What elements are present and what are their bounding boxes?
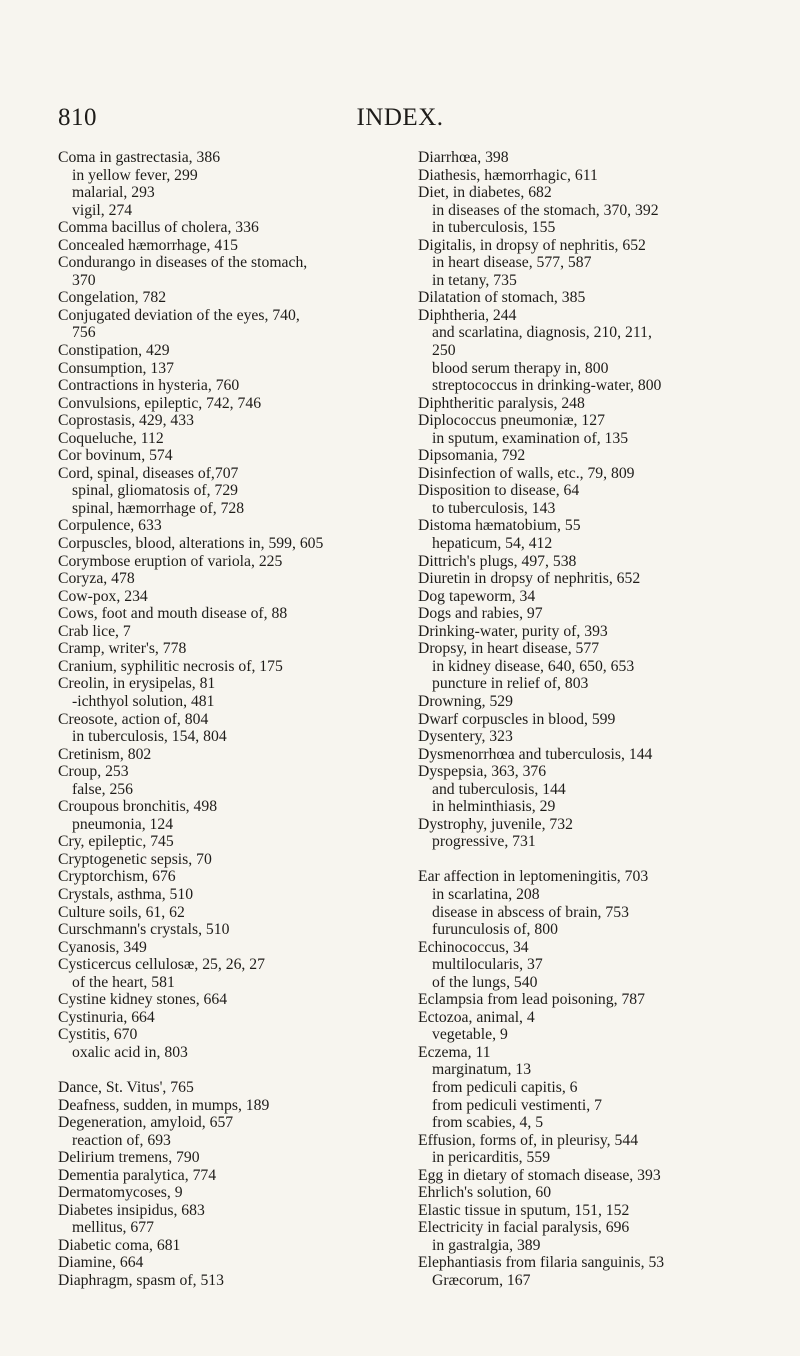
index-subentry: of the lungs, 540 [432, 973, 538, 991]
index-entry: Elephantiasis from filaria sanguinis, 53 [418, 1254, 665, 1272]
index-column-left [58, 149, 413, 1290]
index-entry: Cryptorchism, 676 [58, 868, 176, 886]
index-subentry: in tuberculosis, 155 [432, 219, 556, 237]
index-entry: Croup, 253 [58, 763, 129, 781]
index-subentry: in tuberculosis, 154, 804 [72, 728, 227, 746]
index-entry: Cretinism, 802 [58, 745, 152, 763]
index-subentry: vegetable, 9 [432, 1026, 508, 1044]
index-subentry: in pericarditis, 559 [432, 1149, 551, 1167]
index-entry: Diabetic coma, 681 [58, 1236, 181, 1254]
index-entry: Congelation, 782 [58, 289, 167, 307]
index-entry: Ectozoa, animal, 4 [418, 1008, 535, 1026]
index-entry: Crab lice, 7 [58, 622, 131, 640]
index-entry: Convulsions, epileptic, 742, 746 [58, 394, 262, 412]
index-entry: Diet, in diabetes, 682 [418, 184, 552, 202]
index-entry: Consumption, 137 [58, 359, 174, 377]
index-entry: Dilatation of stomach, 385 [418, 289, 586, 307]
section-gap [418, 851, 773, 869]
index-entry: Cystine kidney stones, 664 [58, 991, 228, 1009]
index-entry: Dipsomania, 792 [418, 447, 526, 465]
index-entry: Corpulence, 633 [58, 517, 162, 535]
index-entry: Diamine, 664 [58, 1254, 144, 1272]
index-entry: Conjugated deviation of the eyes, 740, [58, 306, 300, 324]
index-entry: Creosote, action of, 804 [58, 710, 209, 728]
index-entry: Ear affection in leptomeningitis, 703 [418, 868, 649, 886]
index-entry: Deafness, sudden, in mumps, 189 [58, 1096, 270, 1114]
index-subentry: from pediculi vestimenti, 7 [432, 1096, 602, 1114]
index-entry: Dystrophy, juvenile, 732 [418, 815, 573, 833]
index-entry: Cryptogenetic sepsis, 70 [58, 850, 212, 868]
index-subentry: spinal, gliomatosis of, 729 [72, 482, 239, 500]
index-subentry: false, 256 [72, 780, 133, 798]
index-subentry: vigil, 274 [72, 201, 133, 219]
index-continuation: 370 [72, 271, 96, 289]
section-gap [58, 1061, 413, 1079]
index-subentry: in tetany, 735 [432, 271, 517, 289]
index-entry: Concealed hæmorrhage, 415 [58, 236, 238, 254]
index-entry: Cyanosis, 349 [58, 938, 147, 956]
index-entry: Coryza, 478 [58, 570, 135, 588]
index-subentry: Græcorum, 167 [432, 1272, 531, 1289]
index-subentry: in kidney disease, 640, 650, 653 [432, 657, 635, 675]
index-entry: Cor bovinum, 574 [58, 447, 173, 465]
index-entry: Dance, St. Vitus', 765 [58, 1078, 194, 1096]
index-entry: Disposition to disease, 64 [418, 482, 580, 500]
index-entry: Diaphragm, spasm of, 513 [58, 1272, 224, 1289]
index-entry: Cysticercus cellulosæ, 25, 26, 27 [58, 956, 265, 974]
index-subentry: multilocularis, 37 [432, 956, 543, 974]
index-entry: Curschmann's crystals, 510 [58, 921, 230, 939]
index-entry: Coqueluche, 112 [58, 429, 164, 447]
index-subentry: in heart disease, 577, 587 [432, 254, 592, 272]
index-subentry: in diseases of the stomach, 370, 392 [432, 201, 659, 219]
index-entry: Egg in dietary of stomach disease, 393 [418, 1166, 661, 1184]
index-subentry: from scabies, 4, 5 [432, 1114, 544, 1132]
index-subentry: marginatum, 13 [432, 1061, 532, 1079]
index-entry: Effusion, forms of, in pleurisy, 544 [418, 1131, 639, 1149]
index-subentry: and tuberculosis, 144 [432, 780, 566, 798]
index-entry: Distoma hæmatobium, 55 [418, 517, 581, 535]
index-entry: Comma bacillus of cholera, 336 [58, 219, 259, 237]
index-subentry: -ichthyol solution, 481 [72, 692, 215, 710]
index-entry: Dogs and rabies, 97 [418, 605, 543, 623]
index-entry: Dermatomycoses, 9 [58, 1184, 183, 1202]
index-subentry: malarial, 293 [72, 184, 155, 202]
index-entry: Dropsy, in heart disease, 577 [418, 640, 600, 658]
index-subentry: blood serum therapy in, 800 [432, 359, 609, 377]
index-entry: Diuretin in dropsy of nephritis, 652 [418, 570, 641, 588]
index-subentry: in scarlatina, 208 [432, 885, 540, 903]
index-entry: Croupous bronchitis, 498 [58, 798, 218, 816]
index-entry: Corymbose eruption of variola, 225 [58, 552, 283, 570]
index-entry: Cry, epileptic, 745 [58, 833, 174, 851]
index-entry: Cranium, syphilitic necrosis of, 175 [58, 657, 283, 675]
index-continuation: 250 [432, 342, 456, 360]
index-entry: Dog tapeworm, 34 [418, 587, 536, 605]
page-number: 810 [58, 104, 97, 131]
index-subentry: streptococcus in drinking-water, 800 [432, 377, 662, 395]
index-continuation: 756 [72, 324, 96, 342]
page-header [0, 104, 800, 134]
index-subentry: in sputum, examination of, 135 [432, 429, 629, 447]
index-subentry: of the heart, 581 [72, 973, 175, 991]
index-subentry: pneumonia, 124 [72, 815, 174, 833]
index-entry: Contractions in hysteria, 760 [58, 377, 240, 395]
index-entry: Diabetes insipidus, 683 [58, 1201, 205, 1219]
index-entry: Electricity in facial paralysis, 696 [418, 1219, 630, 1237]
index-entry: Coma in gastrectasia, 386 [58, 149, 221, 166]
page-title: INDEX. [356, 104, 444, 131]
index-subentry: to tuberculosis, 143 [432, 499, 556, 517]
index-entry: Dysmenorrhœa and tuberculosis, 144 [418, 745, 653, 763]
index-entry: Corpuscles, blood, alterations in, 599, 605 [58, 535, 324, 553]
index-entry: Dysentery, 323 [418, 728, 513, 746]
index-entry: Delirium tremens, 790 [58, 1149, 200, 1167]
index-entry: Condurango in diseases of the stomach, [58, 254, 308, 272]
index-entry: Constipation, 429 [58, 342, 170, 360]
index-column-right [418, 149, 773, 1290]
index-subentry: in yellow fever, 299 [72, 166, 198, 184]
index-subentry: from pediculi capitis, 6 [432, 1078, 578, 1096]
index-entry: Creolin, in erysipelas, 81 [58, 675, 216, 693]
index-subentry: reaction of, 693 [72, 1131, 171, 1149]
index-subentry: and scarlatina, diagnosis, 210, 211, [432, 324, 652, 342]
index-entry: Diphtheria, 244 [418, 306, 517, 324]
index-subentry: disease in abscess of brain, 753 [432, 903, 629, 921]
index-subentry: puncture in relief of, 803 [432, 675, 589, 693]
index-entry: Elastic tissue in sputum, 151, 152 [418, 1201, 630, 1219]
index-entry: Dittrich's plugs, 497, 538 [418, 552, 577, 570]
index-entry: Echinococcus, 34 [418, 938, 529, 956]
index-entry: Diarrhœa, 398 [418, 149, 509, 166]
index-subentry: in helminthiasis, 29 [432, 798, 556, 816]
index-entry: Dwarf corpuscles in blood, 599 [418, 710, 616, 728]
index-subentry: oxalic acid in, 803 [72, 1043, 188, 1061]
index-entry: Cystinuria, 664 [58, 1008, 155, 1026]
index-entry: Diplococcus pneumoniæ, 127 [418, 412, 605, 430]
index-entry: Coprostasis, 429, 433 [58, 412, 194, 430]
index-subentry: furunculosis of, 800 [432, 921, 558, 939]
index-entry: Drowning, 529 [418, 692, 513, 710]
index-subentry: spinal, hæmorrhage of, 728 [72, 499, 245, 517]
index-entry: Cystitis, 670 [58, 1026, 138, 1044]
index-entry: Diphtheritic paralysis, 248 [418, 394, 585, 412]
index-entry: Dyspepsia, 363, 376 [418, 763, 547, 781]
index-entry: Cows, foot and mouth disease of, 88 [58, 605, 288, 623]
index-subentry: hepaticum, 54, 412 [432, 535, 553, 553]
index-entry: Eczema, 11 [418, 1043, 491, 1061]
index-entry: Cow-pox, 234 [58, 587, 148, 605]
index-entry: Disinfection of walls, etc., 79, 809 [418, 464, 635, 482]
index-entry: Culture soils, 61, 62 [58, 903, 185, 921]
index-entry: Cramp, writer's, 778 [58, 640, 187, 658]
index-entry: Crystals, asthma, 510 [58, 885, 194, 903]
index-entry: Cord, spinal, diseases of,707 [58, 464, 239, 482]
index-entry: Diathesis, hæmorrhagic, 611 [418, 166, 598, 184]
index-entry: Dementia paralytica, 774 [58, 1166, 217, 1184]
index-subentry: mellitus, 677 [72, 1219, 154, 1237]
index-subentry: progressive, 731 [432, 833, 536, 851]
index-entry: Degeneration, amyloid, 657 [58, 1114, 234, 1132]
index-entry: Ehrlich's solution, 60 [418, 1184, 552, 1202]
index-subentry: in gastralgia, 389 [432, 1236, 541, 1254]
index-entry: Drinking-water, purity of, 393 [418, 622, 608, 640]
index-entry: Digitalis, in dropsy of nephritis, 652 [418, 236, 646, 254]
index-entry: Eclampsia from lead poisoning, 787 [418, 991, 645, 1009]
